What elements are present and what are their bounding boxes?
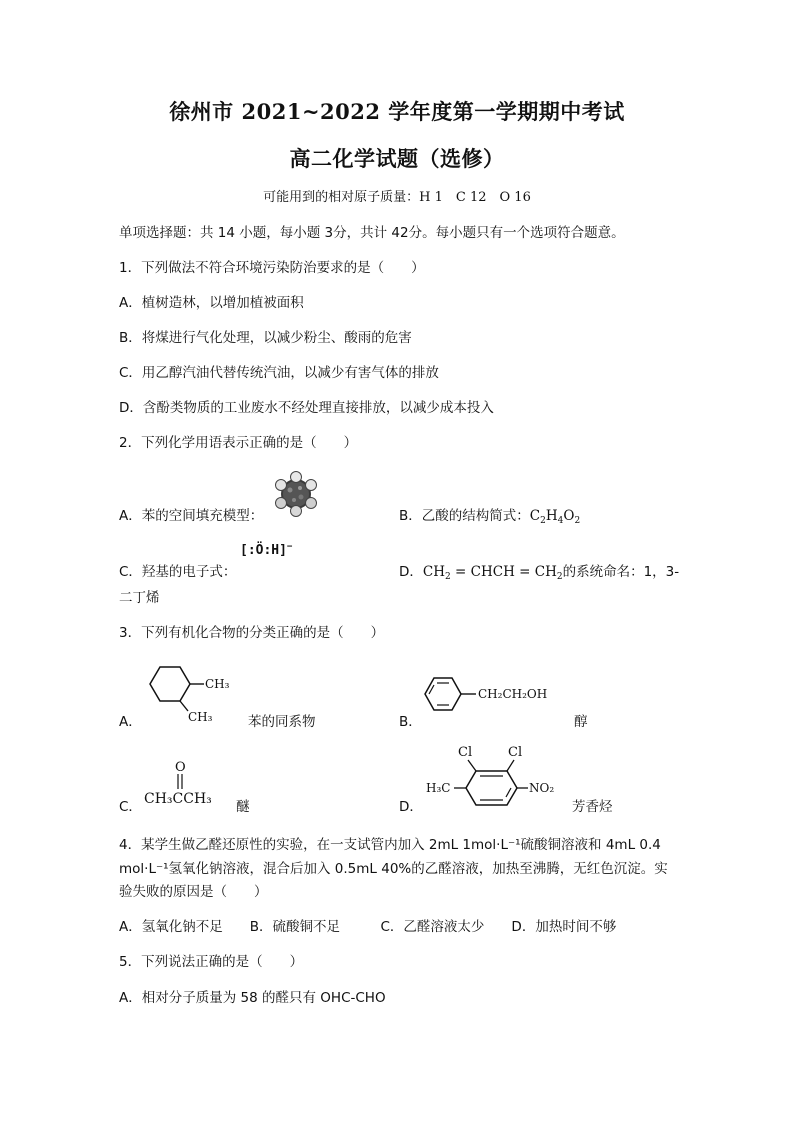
q3-option-b-class: 醇 xyxy=(574,714,588,730)
q3-option-a-label: A． xyxy=(119,714,142,730)
q5-stem: 5．下列说法正确的是（ ） xyxy=(119,954,304,970)
dimethylcyclohexane-structure xyxy=(140,655,240,725)
chlorine-label-2: Cl xyxy=(508,745,523,760)
q4-line-1: 4．某学生做乙醛还原性的实验，在一支试管内加入 2mL 1mol·L⁻¹硫酸铜溶液和 4mL 0.4 xyxy=(119,837,661,853)
q3-option-c-label: C． xyxy=(119,799,142,815)
q3-option-d-class: 芳香烃 xyxy=(572,799,613,815)
q3-option-d-label: D． xyxy=(399,799,423,815)
formula-ch2: CH xyxy=(422,564,446,580)
exam-title: 徐州市 2021~2022 学年度第一学期期中考试 xyxy=(169,99,625,124)
q2-option-d-continued: 二丁烯 xyxy=(119,590,160,606)
methyl-label-1: CH₃ xyxy=(205,677,230,691)
hydroxyl-formula-text: [:Ö:H] xyxy=(240,543,287,558)
chlorine-label-1: Cl xyxy=(458,745,473,760)
q3-option-a-class: 苯的同系物 xyxy=(248,714,316,730)
formula-o-sub: 2 xyxy=(574,516,581,526)
q4-line-3: 验失败的原因是（ ） xyxy=(119,884,268,900)
q2-option-b xyxy=(399,504,580,526)
acetone-structure xyxy=(140,755,230,807)
dichloronitrotoluene-structure xyxy=(420,738,570,810)
q1-option-c: C．用乙醇汽油代替传统汽油，以减少有害气体的排放 xyxy=(119,365,439,381)
benzene-space-filling-model xyxy=(270,470,322,518)
carbonyl-oxygen: O xyxy=(175,760,186,775)
formula-sub: 2 xyxy=(445,572,451,582)
ethanol-chain-label: CH₂CH₂OH xyxy=(478,687,548,701)
hydroxyl-charge: − xyxy=(286,542,293,552)
q2-option-a: A．苯的空间填充模型： xyxy=(119,508,264,524)
formula-o: O xyxy=(563,508,575,524)
q3-option-b-label: B． xyxy=(399,714,422,730)
atomic-mass-note: 可能用到的相对原子质量：H 1 C 12 O 16 xyxy=(263,190,531,205)
nitro-group-label: NO₂ xyxy=(529,781,555,795)
formula-h: H xyxy=(545,508,558,524)
exam-subtitle: 高二化学试题（选修） xyxy=(289,146,505,171)
acetone-formula: CH₃CCH₃ xyxy=(144,791,212,807)
methyl-group-label: H₃C xyxy=(426,781,451,795)
q4-options: A．氢氧化钠不足 B．硫酸铜不足 C．乙醛溶液太少 D．加热时间不够 xyxy=(119,919,617,935)
hydroxyl-electron-formula xyxy=(240,542,292,558)
formula-c-sub: 2 xyxy=(540,516,546,526)
formula-sub2: 2 xyxy=(556,572,563,582)
formula-mid: = CHCH = CH xyxy=(450,564,557,580)
q5-option-a: A．相对分子质量为 58 的醛只有 OHC-CHO xyxy=(119,990,386,1006)
q1-stem: 1．下列做法不符合环境污染防治要求的是（ ） xyxy=(119,260,425,276)
methyl-label-2: CH₃ xyxy=(188,710,213,724)
q2-option-d-suffix: 的系统命名：1，3- xyxy=(562,564,680,580)
q3-stem: 3．下列有机化合物的分类正确的是（ ） xyxy=(119,625,385,641)
q1-option-a: A．植树造林，以增加植被面积 xyxy=(119,295,304,311)
q2-option-c: C．羟基的电子式： xyxy=(119,564,237,580)
phenylethanol-structure xyxy=(418,672,578,720)
section-instructions: 单项选择题：共 14 小题，每小题 3分，共计 42分。每小题只有一个选项符合题意。 xyxy=(119,225,625,241)
q2-stem: 2．下列化学用语表示正确的是（ ） xyxy=(119,435,358,451)
formula-c: C xyxy=(529,508,541,524)
q2-option-d xyxy=(399,560,679,582)
q2-option-b-prefix: B．乙酸的结构简式： xyxy=(399,508,530,524)
q2-option-d-prefix: D． xyxy=(399,564,423,580)
q1-option-b: B．将煤进行气化处理，以减少粉尘、酸雨的危害 xyxy=(119,330,412,346)
q3-option-c-class: 醚 xyxy=(236,799,250,815)
formula-h-sub: 4 xyxy=(557,516,564,526)
q1-option-d: D．含酚类物质的工业废水不经处理直接排放，以减少成本投入 xyxy=(119,400,494,416)
q4-line-2: mol·L⁻¹氢氧化钠溶液，混合后加入 0.5mL 40%的乙醛溶液，加热至沸腾，无红色沉淀。实 xyxy=(119,861,668,877)
